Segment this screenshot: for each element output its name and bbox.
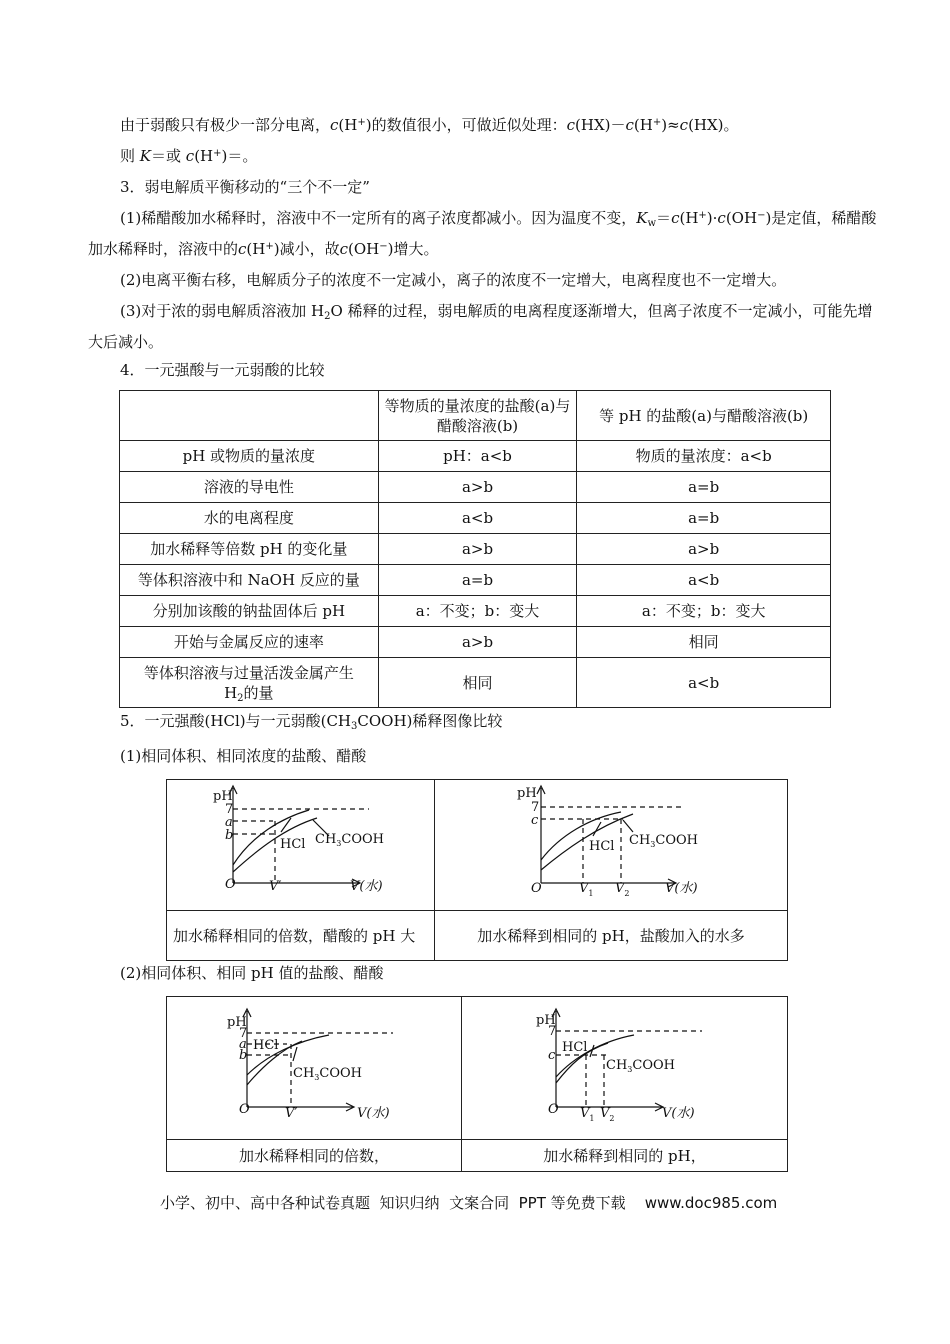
graph-row [167, 780, 788, 911]
table-cell: 物质的量浓度：a<b [577, 441, 831, 472]
table-row [120, 658, 831, 708]
caption-row [167, 911, 788, 961]
table-row [120, 472, 831, 503]
caption-row [167, 1140, 788, 1172]
acetic-acid-curve [541, 814, 633, 870]
graph-cell [167, 780, 435, 911]
tick-label-c: c [531, 813, 539, 828]
tick-label-b: b [239, 1048, 248, 1063]
text-span: 减小，故 [279, 240, 340, 258]
tick-label-c: c [548, 1048, 556, 1063]
v2-label: $V_2$ [600, 1106, 615, 1123]
caption-left: 加水稀释相同的倍数， [167, 1140, 462, 1172]
text-span: 则 [120, 147, 140, 165]
text-span: O 稀释的过程，弱电解质的电离程度逐渐增大，但离子浓度不一定减小，可能先增大后减小。 [88, 302, 873, 351]
origin-label: O [239, 1102, 250, 1117]
graph-cell [167, 997, 462, 1140]
origin-label: O [548, 1102, 559, 1117]
table-cell: a<b [577, 565, 831, 596]
ch3cooh-label: $CH_3COOH$ [293, 1066, 362, 1082]
ch3cooh-leader-line [293, 1047, 297, 1061]
v-water-label: V(水) [662, 1106, 695, 1121]
graph-table-1 [166, 779, 788, 961]
table-cell: a<b [577, 658, 831, 708]
graph-cell [462, 997, 788, 1140]
ph-label: pH [536, 1013, 556, 1028]
paragraph-approximation: 由于弱酸只有极少一部分电离，c(H+)的数值很小，可做近似处理：c(HX)－c(H+)≈c(HX)。 [120, 116, 739, 134]
v-water-label: V(水) [350, 879, 383, 894]
table-cell: 分别加该酸的钠盐固体后 pH [120, 596, 379, 627]
vprime-label: V′ [269, 879, 282, 894]
section-5-title: 5．一元强酸(HCl)与一元弱酸$(CH_3COOH)$稀释图像比较 [120, 712, 503, 732]
table-cell: a=b [577, 472, 831, 503]
table-cell: a>b [378, 534, 577, 565]
table-cell: a=b [378, 565, 577, 596]
paragraph-k-expression: 则 K＝或 c(H+)＝。 [120, 147, 258, 165]
ch3cooh-label: $CH_3COOH$ [606, 1058, 675, 1074]
text-span: 5．一元强酸(HCl)与一元弱酸(CH [120, 712, 352, 730]
hcl-label: HCl [253, 1038, 279, 1053]
paragraph-3-1: (1)稀醋酸加水稀释时，溶液中不一定所有的离子浓度都减小。因为温度不变，$K_w=c(H^+)\cdot c(OH^-)$是定值，稀醋酸加水稀释时，溶液中的c(H+)减小，故c(OH−)增大。 [88, 209, 877, 258]
section-4-title: 4．一元强酸与一元弱酸的比较 [120, 361, 325, 379]
table-cell: 开始与金属反应的速率 [120, 627, 379, 658]
text-span: 等体积溶液与过量活泼金属产生 [143, 663, 354, 682]
text-span: 的数值很小，可做近似处理： [371, 116, 567, 134]
paragraph-3-2: (2)电离平衡右移，电解质分子的浓度不一定减小，离子的浓度不一定增大，电离程度也不一定增大。 [120, 271, 787, 289]
table-cell: 加水稀释等倍数 pH 的变化量 [120, 534, 379, 565]
text-span: (3)对于浓的弱电解质溶液加 H [120, 302, 325, 320]
dilution-graph-same-ph-target-2 [462, 997, 787, 1139]
table-row [120, 534, 831, 565]
ph-label: pH [213, 789, 233, 804]
v2-label: $V_2$ [615, 881, 630, 898]
caption-right: 加水稀释到相同的 pH， [462, 1140, 788, 1172]
text-span: 是定值，稀醋酸加水稀释时，溶液中的 [88, 209, 877, 258]
text-span: 。 [723, 116, 739, 134]
graph-cell [435, 780, 788, 911]
caption-right: 加水稀释到相同的 pH，盐酸加入的水多 [435, 911, 788, 961]
table-row [120, 441, 831, 472]
table-cell: a：不变；b：变大 [577, 596, 831, 627]
text-span: 由于弱酸只有极少一部分电离， [120, 116, 331, 134]
table-cell: pH：a<b [378, 441, 577, 472]
ph-label: pH [227, 1015, 247, 1030]
table-cell: 溶液的导电性 [120, 472, 379, 503]
hcl-label: HCl [562, 1040, 588, 1055]
section-3-title: 3．弱电解质平衡移动的“三个不一定” [120, 178, 370, 196]
text-span: 增大。 [393, 240, 439, 258]
table-cell: a>b [378, 627, 577, 658]
text-span: ＝。 [227, 147, 258, 165]
caption-left: 加水稀释相同的倍数，醋酸的 pH 大 [167, 911, 435, 961]
dilution-graph-same-ph-target [435, 780, 787, 910]
subsection-2-title: (2)相同体积、相同 pH 值的盐酸、醋酸 [120, 964, 384, 982]
v1-label: $V_1$ [579, 881, 594, 898]
text-span: (1)稀醋酸加水稀释时，溶液中不一定所有的离子浓度都减小。因为温度不变， [120, 209, 637, 227]
table-cell: 等体积溶液与过量活泼金属产生 $H_2$的量 [120, 658, 379, 708]
tick-label-7: 7 [239, 1026, 248, 1041]
table-cell: a<b [378, 503, 577, 534]
text-span: 的量 [243, 683, 274, 702]
tick-label-7: 7 [225, 802, 234, 817]
v1-label: $V_1$ [580, 1106, 595, 1123]
table-cell: 水的电离程度 [120, 503, 379, 534]
table-row [120, 596, 831, 627]
table-cell: a>b [378, 472, 577, 503]
v-water-label: V(水) [357, 1106, 390, 1121]
v-water-label: V(水) [665, 881, 698, 896]
tick-label-a: a [225, 815, 233, 830]
tick-label-b: b [225, 828, 234, 843]
dilution-graph-same-ph-multiples [167, 997, 461, 1139]
table-header-cell: 等物质的量浓度的盐酸(a)与醋酸溶液(b) [378, 391, 577, 441]
hcl-label: HCl [589, 839, 615, 854]
table-header-cell [120, 391, 379, 441]
tick-label-7: 7 [548, 1024, 557, 1039]
table-cell: pH 或物质的量浓度 [120, 441, 379, 472]
ch3cooh-leader-line [623, 820, 633, 832]
subsection-1-title: (1)相同体积、相同浓度的盐酸、醋酸 [120, 747, 367, 765]
graph-row [167, 997, 788, 1140]
graph-table-2 [166, 996, 788, 1172]
table-row [120, 565, 831, 596]
dilution-graph-same-concentration [167, 780, 434, 910]
paragraph-3-3: (3)对于浓的弱电解质溶液加 $H_2O$ 稀释的过程，弱电解质的电离程度逐渐增大，但离子浓度不一定减小，可能先增大后减小。 [88, 302, 873, 351]
text-span: ＝或 [151, 147, 186, 165]
tick-label-a: a [239, 1037, 247, 1052]
table-header-row [120, 391, 831, 441]
table-cell: a：不变；b：变大 [378, 596, 577, 627]
comparison-table [119, 390, 831, 708]
origin-label: O [531, 881, 542, 896]
table-cell: 相同 [577, 627, 831, 658]
hcl-label: HCl [280, 837, 306, 852]
origin-label: O [225, 877, 236, 892]
footer-text: 小学、初中、高中各种试卷真题 知识归纳 文案合同 PPT 等免费下载 www.doc985.com [160, 1194, 778, 1212]
ch3cooh-label: $CH_3COOH$ [629, 833, 698, 849]
text-span: COOH)稀释图像比较 [357, 712, 503, 730]
ch3cooh-label: $CH_3COOH$ [315, 832, 384, 848]
tick-label-7: 7 [531, 800, 540, 815]
table-header-cell: 等 pH 的盐酸(a)与醋酸溶液(b) [577, 391, 831, 441]
table-cell: 等体积溶液中和 NaOH 反应的量 [120, 565, 379, 596]
table-cell: 相同 [378, 658, 577, 708]
table-row [120, 503, 831, 534]
table-row [120, 627, 831, 658]
ph-label: pH [517, 786, 537, 801]
table-cell: a>b [577, 534, 831, 565]
vprime-label: V′ [285, 1106, 298, 1121]
table-cell: a=b [577, 503, 831, 534]
